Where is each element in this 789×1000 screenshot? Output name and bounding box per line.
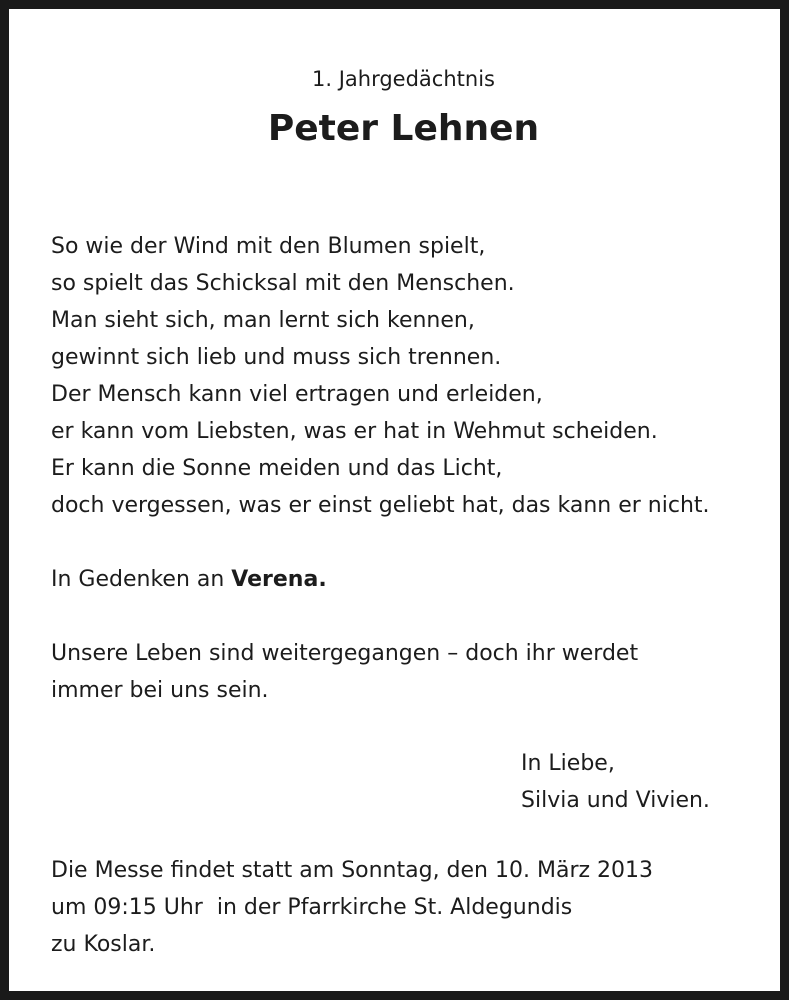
- poem: [51, 228, 710, 524]
- mass-line: Die Messe findet statt am Sonntag, den 10. März 2013: [51, 858, 654, 883]
- mass-line: zu Koslar.: [51, 932, 156, 957]
- signature-line: Silvia und Vivien.: [521, 788, 710, 813]
- poem-line: Er kann die Sonne meiden und das Licht,: [51, 456, 503, 481]
- message-line: Unsere Leben sind weitergegangen – doch ihr werdet: [51, 641, 639, 666]
- mass-line: um 09:15 Uhr in der Pfarrkirche St. Aldegundis: [51, 895, 573, 920]
- mass-announcement: [51, 852, 653, 963]
- poem-line: So wie der Wind mit den Blumen spielt,: [51, 234, 486, 259]
- signature-line: In Liebe,: [521, 751, 615, 776]
- memory-prefix: In Gedenken an: [51, 567, 232, 592]
- memory-line: [51, 561, 327, 598]
- anniversary-subtitle: 1. Jahrgedächtnis: [312, 67, 495, 91]
- message: [51, 635, 638, 709]
- poem-line: so spielt das Schicksal mit den Menschen.: [51, 271, 515, 296]
- signature: [521, 745, 710, 819]
- poem-line: er kann vom Liebsten, was er hat in Wehmut scheiden.: [51, 419, 658, 444]
- poem-line: doch vergessen, was er einst geliebt hat, das kann er nicht.: [51, 493, 710, 518]
- poem-line: gewinnt sich lieb und muss sich trennen.: [51, 345, 502, 370]
- poem-line: Man sieht sich, man lernt sich kennen,: [51, 308, 475, 333]
- message-line: immer bei uns sein.: [51, 678, 269, 703]
- deceased-name: Peter Lehnen: [267, 108, 540, 149]
- memory-name: Verena.: [231, 567, 327, 592]
- poem-line: Der Mensch kann viel ertragen und erleiden,: [51, 382, 543, 407]
